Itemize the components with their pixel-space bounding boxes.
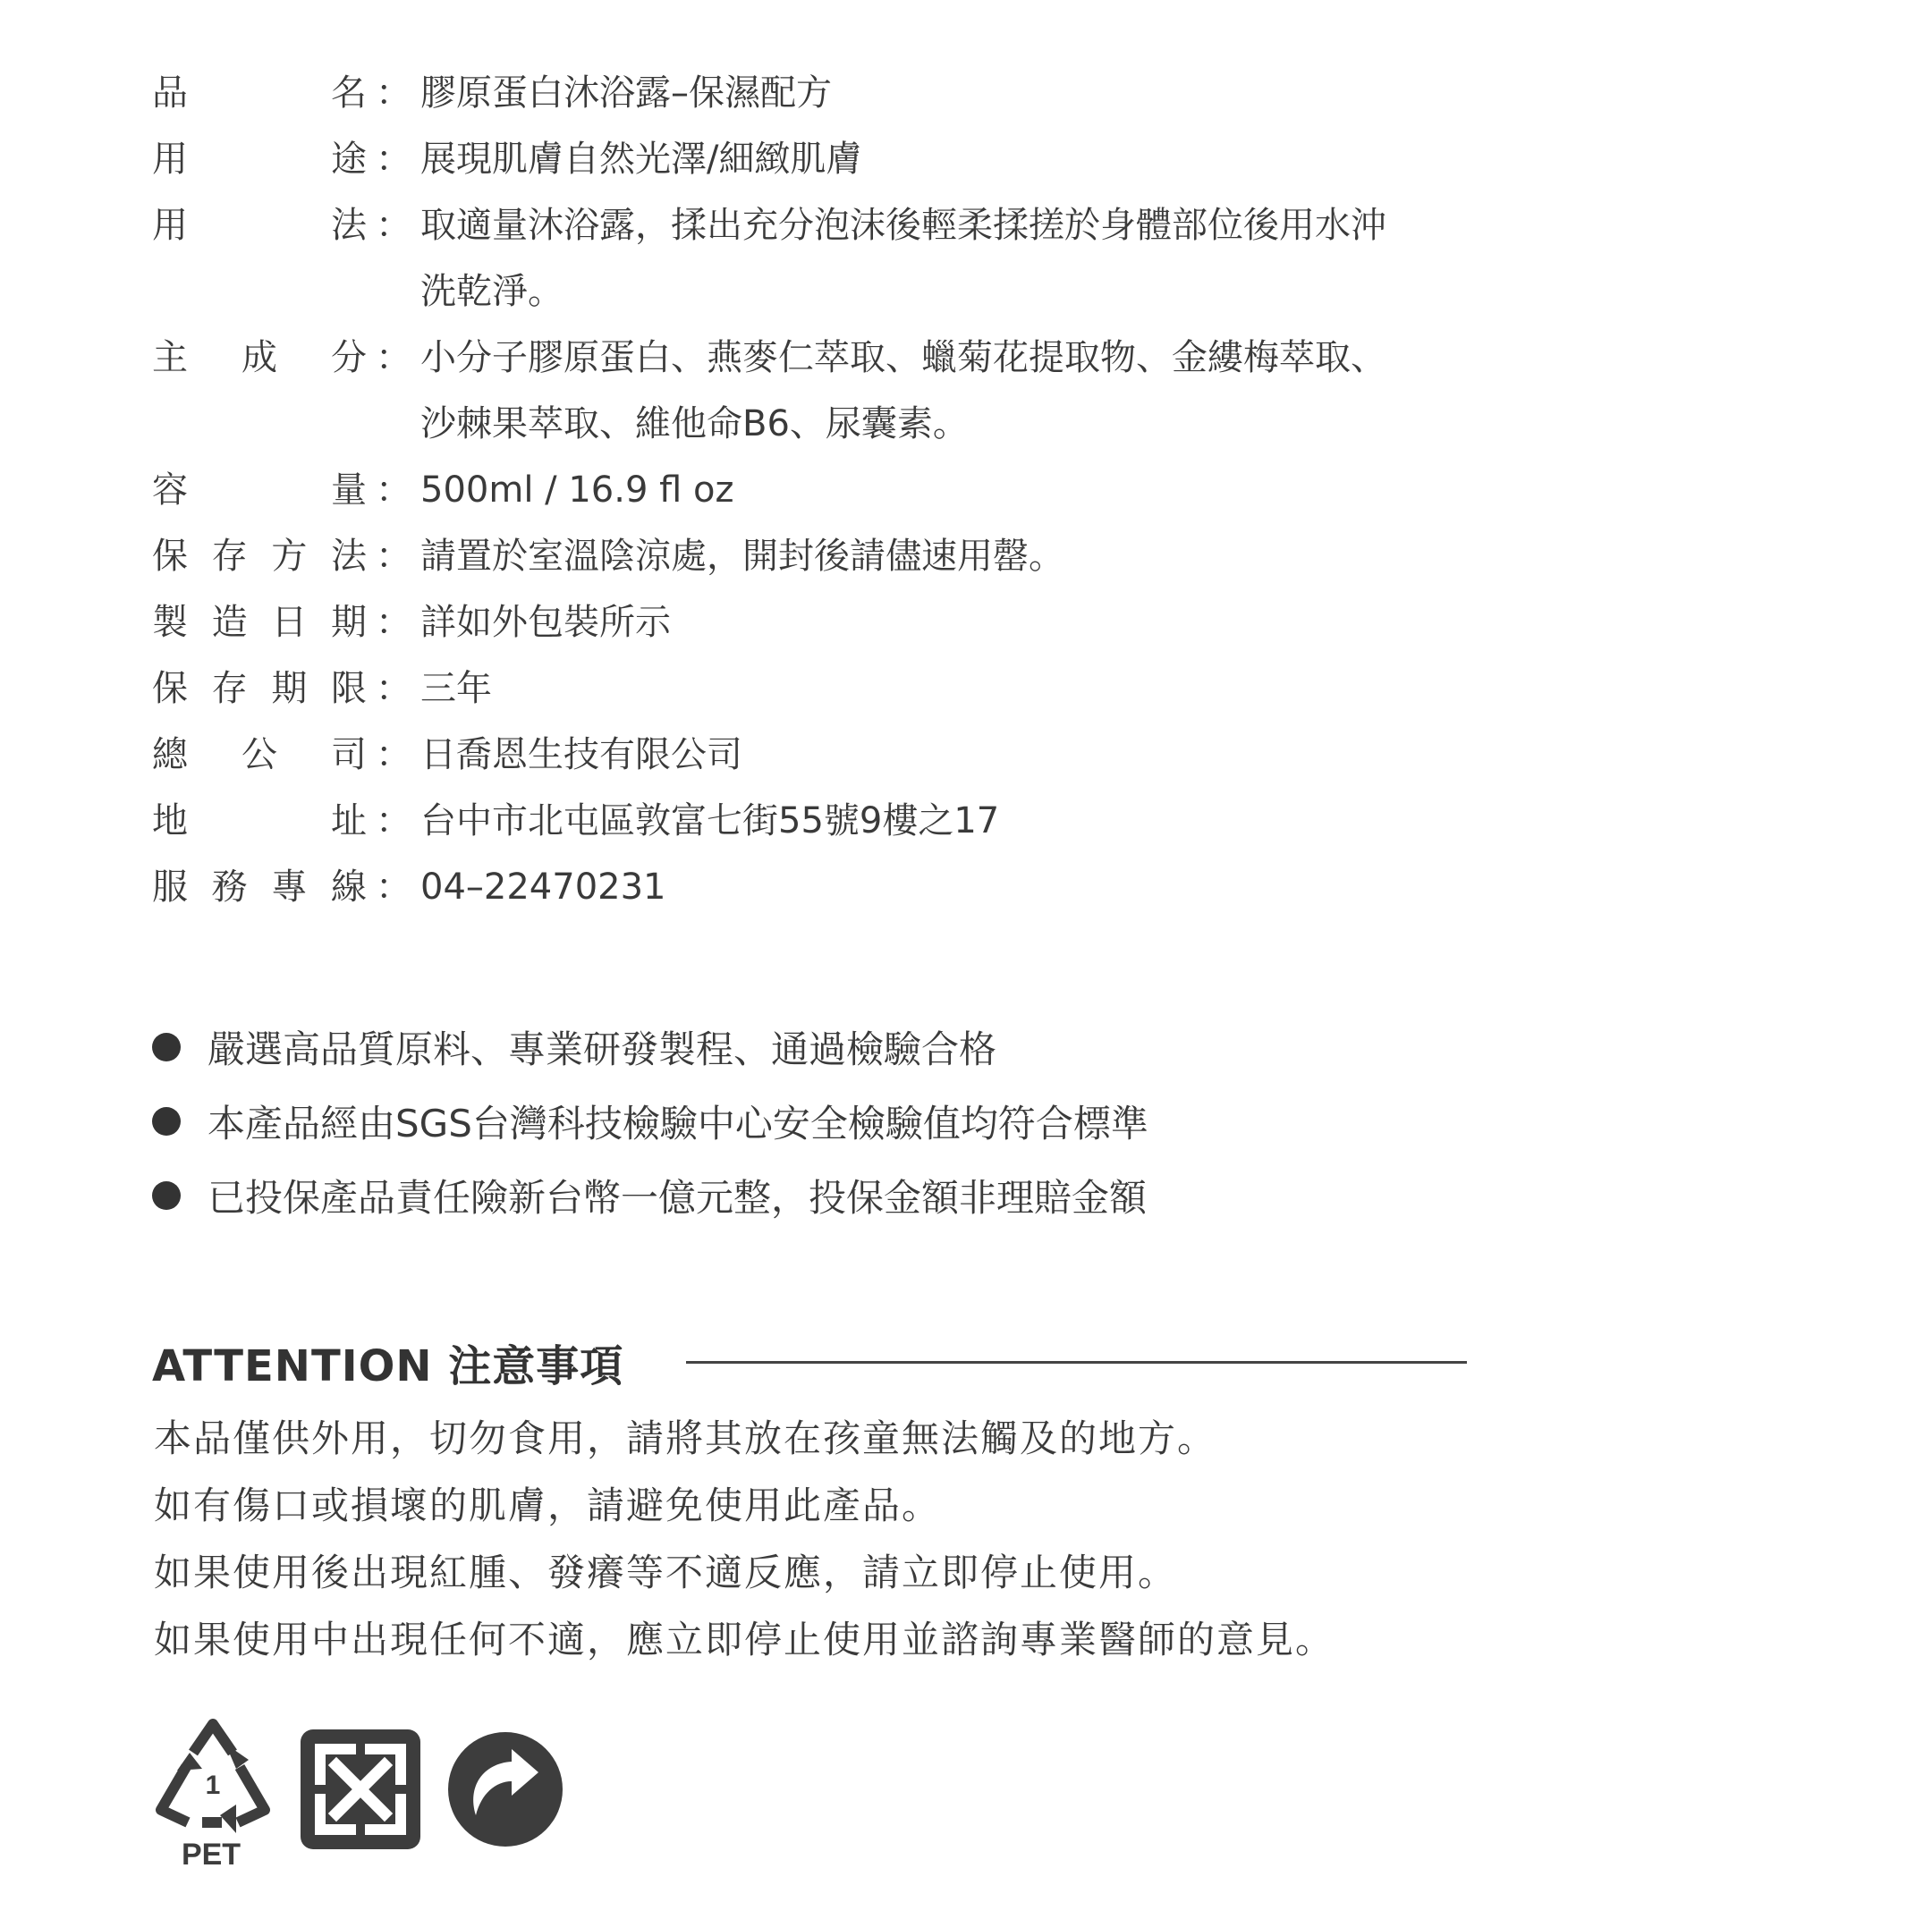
- spec-colon: ：: [376, 72, 411, 114]
- spec-label-char: 成: [242, 337, 277, 378]
- spec-row: [152, 599, 1494, 646]
- spec-label: [152, 599, 367, 646]
- spec-label: [152, 798, 367, 844]
- spec-label-char: 期: [330, 602, 367, 643]
- spec-value: [420, 334, 1458, 447]
- spec-label-char: 務: [211, 867, 248, 908]
- bullet-dot-icon: [152, 1181, 181, 1210]
- spec-label-char: 容: [152, 469, 188, 511]
- spec-label-char: 限: [330, 668, 367, 709]
- spec-row: [152, 467, 1494, 513]
- spec-label-char: 名: [331, 72, 367, 114]
- spec-label: [152, 533, 367, 579]
- bullet-dot-icon: [152, 1107, 181, 1136]
- taiwan-recycling-mark-icon: [301, 1729, 420, 1849]
- spec-label-char: 日: [271, 602, 308, 643]
- spec-value: [420, 665, 1458, 712]
- spec-label-char: 品: [152, 72, 188, 114]
- spec-label-char: 址: [331, 800, 367, 841]
- spec-label-char: 地: [152, 800, 188, 841]
- spec-label: [152, 731, 367, 778]
- spec-row: [152, 70, 1494, 116]
- spec-colon: ：: [376, 668, 411, 709]
- feature-bullet-text: 已投保產品責任險新台幣一億元整，投保金額非理賠金額: [208, 1176, 1148, 1220]
- spec-row: [152, 798, 1494, 844]
- spec-label: [152, 665, 367, 712]
- spec-value: [420, 798, 1458, 844]
- spec-label: [152, 467, 367, 513]
- attention-header: [152, 1331, 1467, 1393]
- spec-value: [420, 202, 1458, 315]
- spec-label: [152, 202, 367, 249]
- spec-label-char: 主: [152, 337, 188, 378]
- spec-value-line: 04–22470231: [420, 867, 666, 908]
- spec-label-char: 存: [211, 536, 248, 577]
- spec-row: [152, 136, 1494, 182]
- spec-value-line: 小分子膠原蛋白、燕麥仁萃取、蠟菊花提取物、金縷梅萃取、: [420, 337, 1386, 378]
- spec-label-char: 專: [271, 867, 308, 908]
- spec-label-char: 線: [330, 867, 367, 908]
- attention-note: 如果使用中出現任何不適，應立即停止使用並諮詢專業醫師的意見。: [154, 1618, 1335, 1661]
- attention-notes: [154, 1416, 1469, 1684]
- spec-colon: ：: [376, 602, 411, 643]
- spec-row: [152, 665, 1494, 712]
- attention-note: 本品僅供外用，切勿食用，請將其放在孩童無法觸及的地方。: [154, 1416, 1217, 1460]
- spec-row: [152, 533, 1494, 579]
- spec-colon: ：: [376, 139, 411, 180]
- bullet-dot-icon: [152, 1033, 181, 1061]
- spec-value: [420, 864, 1458, 910]
- spec-label: [152, 136, 367, 182]
- spec-label: [152, 334, 367, 381]
- spec-label-char: 量: [331, 469, 367, 511]
- spec-value: [420, 599, 1458, 646]
- spec-label-char: 公: [242, 734, 277, 775]
- spec-label-char: 方: [271, 536, 308, 577]
- attention-note: 如果使用後出現紅腫、發癢等不適反應，請立即停止使用。: [154, 1551, 1178, 1594]
- spec-value-line: 台中市北屯區敦富七街55號9樓之17: [420, 800, 1000, 841]
- spec-label-char: 造: [211, 602, 248, 643]
- spec-row: [152, 731, 1494, 778]
- spec-row: [152, 334, 1494, 447]
- spec-value-line: 請置於室溫陰涼處，開封後請儘速用罄。: [420, 536, 1064, 577]
- spec-value: [420, 136, 1458, 182]
- pet-code: PET: [181, 1838, 242, 1872]
- spec-colon: ：: [376, 734, 411, 775]
- spec-label-char: 用: [152, 139, 188, 180]
- spec-label-char: 用: [152, 205, 188, 246]
- feature-bullet-text: 本產品經由SGS台灣科技檢驗中心安全檢驗值均符合標準: [208, 1102, 1148, 1145]
- pet-number: 1: [205, 1771, 221, 1800]
- spec-colon: ：: [376, 469, 411, 511]
- spec-label-char: 服: [152, 867, 188, 908]
- spec-value-line: 膠原蛋白沐浴露–保濕配方: [420, 72, 832, 114]
- spec-value-line: 展現肌膚自然光澤/細緻肌膚: [420, 139, 862, 180]
- feature-bullet-text: 嚴選高品質原料、專業研發製程、通過檢驗合格: [208, 1027, 997, 1071]
- spec-label-char: 途: [331, 139, 367, 180]
- spec-colon: ：: [376, 536, 411, 577]
- product-spec-list: [152, 70, 1494, 930]
- spec-label-char: 司: [331, 734, 367, 775]
- attention-divider: [686, 1361, 1467, 1364]
- spec-value-line: 取適量沐浴露，揉出充分泡沫後輕柔揉搓於身體部位後用水沖: [420, 205, 1386, 246]
- spec-label: [152, 864, 367, 910]
- spec-value-line: 500ml / 16.9 fl oz: [420, 469, 734, 511]
- feature-bullet: [152, 1171, 1404, 1221]
- attention-title: ATTENTION 注意事項: [152, 1340, 624, 1391]
- recycling-logos: [150, 1717, 597, 1878]
- spec-label-char: 期: [271, 668, 308, 709]
- pet-1-recycle-icon: [150, 1717, 275, 1873]
- green-dot-icon: [445, 1729, 565, 1849]
- spec-row: [152, 202, 1494, 315]
- feature-bullet: [152, 1022, 1404, 1072]
- spec-label-char: 保: [152, 668, 188, 709]
- spec-label-char: 存: [211, 668, 248, 709]
- spec-value: [420, 731, 1458, 778]
- spec-value-line: 沙棘果萃取、維他命B6、尿囊素。: [420, 403, 969, 444]
- spec-value-line: 三年: [420, 668, 492, 709]
- spec-colon: ：: [376, 337, 411, 378]
- spec-row: [152, 864, 1494, 910]
- spec-colon: ：: [376, 205, 411, 246]
- feature-bullet: [152, 1096, 1404, 1146]
- spec-value-line: 日喬恩生技有限公司: [420, 734, 742, 775]
- spec-label-char: 分: [331, 337, 367, 378]
- spec-label-char: 總: [152, 734, 188, 775]
- spec-label-char: 保: [152, 536, 188, 577]
- feature-bullet-list: [152, 1022, 1404, 1245]
- spec-colon: ：: [376, 867, 411, 908]
- spec-label-char: 法: [330, 536, 367, 577]
- spec-value-line: 詳如外包裝所示: [420, 602, 671, 643]
- spec-label: [152, 70, 367, 116]
- spec-colon: ：: [376, 800, 411, 841]
- spec-value: [420, 533, 1458, 579]
- spec-value: [420, 467, 1458, 513]
- attention-note: 如有傷口或損壞的肌膚，請避免使用此產品。: [154, 1484, 942, 1527]
- spec-label-char: 製: [152, 602, 188, 643]
- spec-label-char: 法: [331, 205, 367, 246]
- spec-value-line: 洗乾淨。: [420, 271, 564, 312]
- spec-value: [420, 70, 1458, 116]
